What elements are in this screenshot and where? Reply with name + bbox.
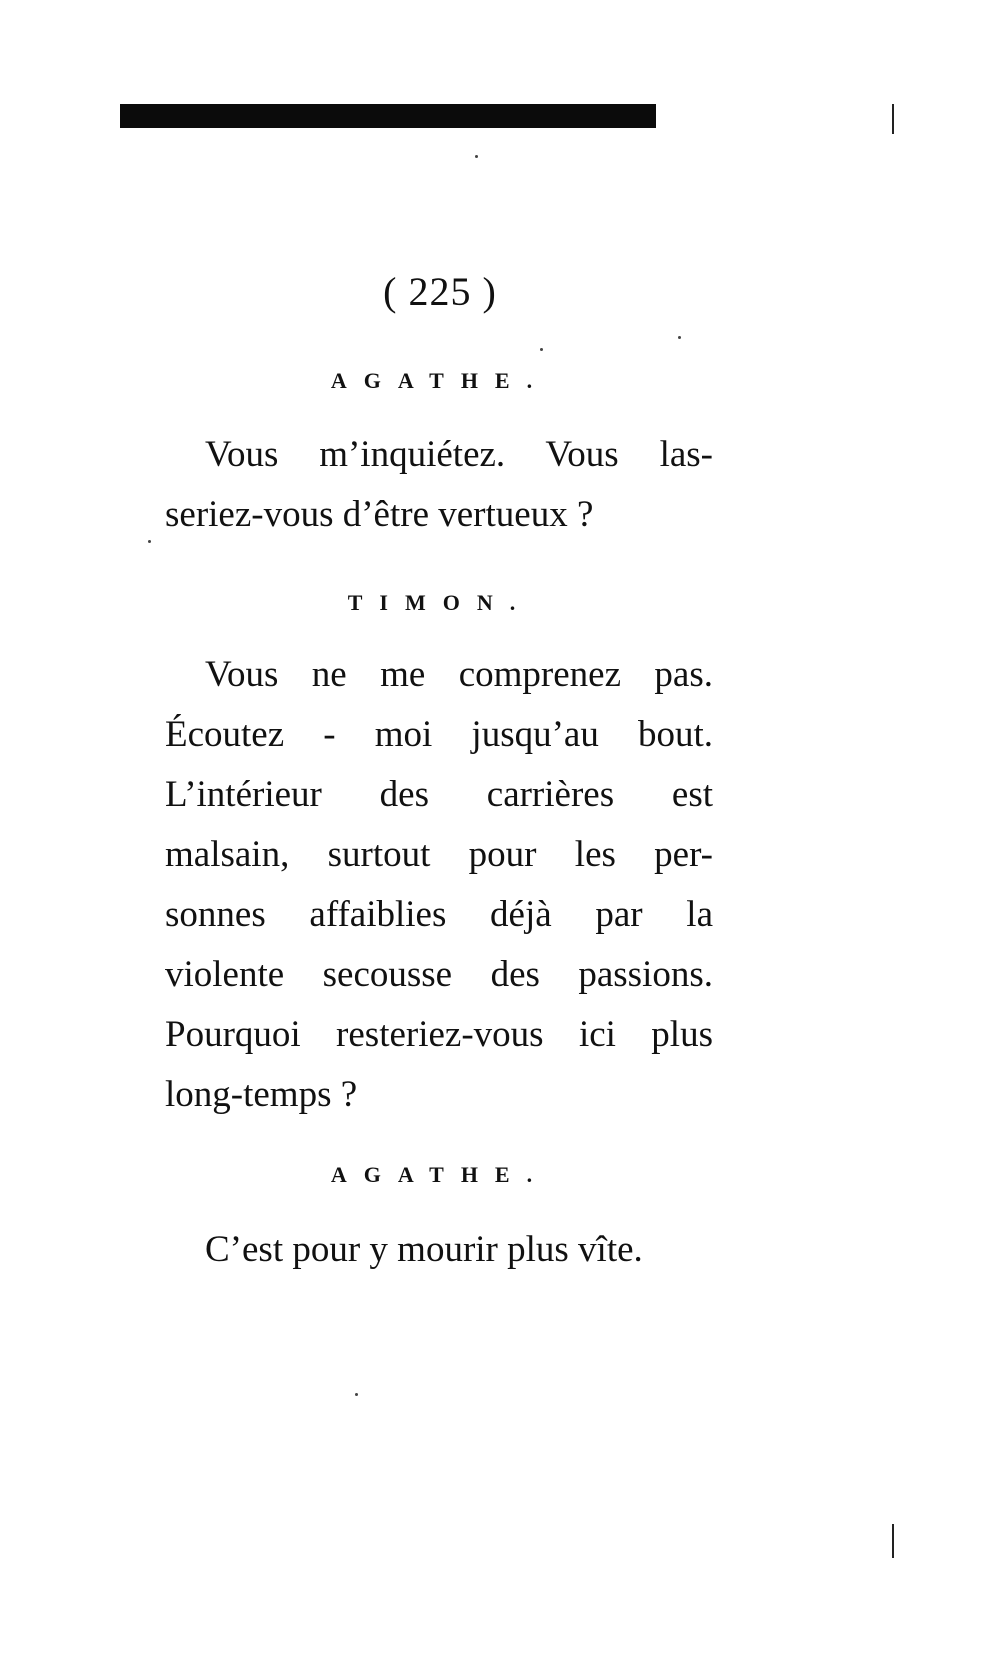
edge-mark-top <box>892 104 894 134</box>
speech-line: C’est pour y mourir plus vîte. <box>205 1229 643 1270</box>
speck <box>148 540 151 543</box>
speech-line: seriez-vous d’être vertueux ? <box>165 494 594 535</box>
speech-line: Écoutez - moi jusqu’au bout. <box>165 714 713 755</box>
speech-block <box>165 425 713 545</box>
speech-line: malsain, surtout pour les per- <box>165 834 713 875</box>
top-rule <box>120 104 656 128</box>
speck <box>475 155 478 158</box>
speech-line: violente secousse des passions. <box>165 954 713 995</box>
speck <box>540 348 543 351</box>
speech-block <box>165 1220 713 1280</box>
speech-line: long-temps ? <box>165 1074 358 1115</box>
speaker-name: AGATHE. <box>330 1162 550 1187</box>
speech-block <box>165 645 713 1125</box>
page-number: ( 225 ) <box>383 269 497 314</box>
edge-mark-bottom <box>892 1524 894 1558</box>
speech-line: Vous ne me comprenez pas. <box>205 654 713 695</box>
speech-line: Vous m’inquiétez. Vous las- <box>205 434 713 475</box>
speck <box>678 336 681 339</box>
speaker-name: AGATHE. <box>330 368 550 393</box>
speck <box>355 1393 358 1396</box>
speech-line: Pourquoi resteriez-vous ici plus <box>165 1014 713 1055</box>
speech-line: L’intérieur des carrières est <box>165 774 713 815</box>
speaker-name: TIMON. <box>347 590 533 615</box>
speech-line: sonnes affaiblies déjà par la <box>165 894 713 935</box>
